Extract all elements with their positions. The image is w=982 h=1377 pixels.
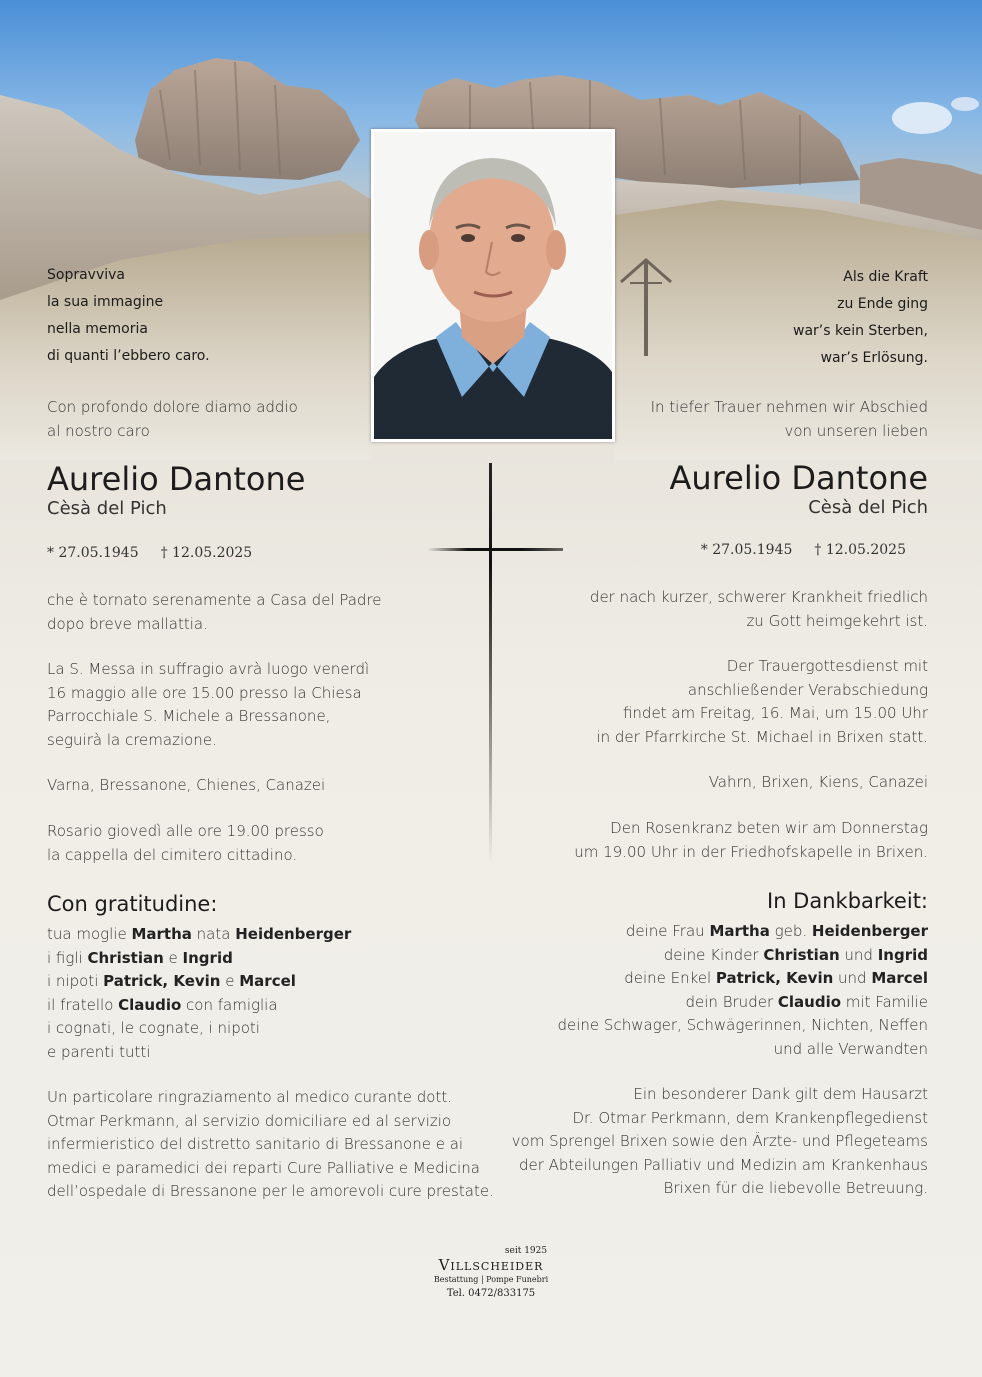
portrait-photo bbox=[374, 132, 612, 439]
family-text: und alle Verwandten bbox=[773, 1039, 928, 1058]
left-column bbox=[47, 262, 210, 370]
left-para1: che è tornato serenamente a Casa del Padre dopo breve mallattia. bbox=[47, 591, 382, 633]
family-name: Ingrid bbox=[877, 945, 928, 964]
right-deceased-name: Aurelio Dantone bbox=[669, 459, 928, 497]
right-para4: Den Rosenkranz beten wir am Donnerstag um 19.00 Uhr in der Friedhofskapelle in Brixen. bbox=[574, 819, 928, 861]
right-death-date: † 12.05.2025 bbox=[814, 542, 906, 558]
family-text: i cognati, le cognate, i nipoti bbox=[47, 1019, 260, 1037]
family-member-line bbox=[558, 1038, 929, 1062]
left-para3: Varna, Bressanone, Chienes, Canazei bbox=[47, 776, 326, 794]
left-deceased-name: Aurelio Dantone bbox=[47, 460, 306, 498]
family-member-line bbox=[558, 991, 929, 1015]
family-text: i nipoti bbox=[47, 972, 104, 990]
left-birth-date: * 27.05.1945 bbox=[47, 545, 139, 561]
family-text: deine Kinder bbox=[663, 945, 764, 964]
family-name: Christian bbox=[763, 945, 840, 964]
family-text: e bbox=[163, 948, 183, 967]
family-member-line bbox=[558, 920, 929, 944]
right-intro: In tiefer Trauer nehmen wir Abschied von unseren lieben bbox=[650, 398, 928, 440]
right-dates bbox=[701, 542, 928, 558]
family-name: Claudio bbox=[118, 995, 182, 1014]
family-member-line bbox=[47, 1041, 351, 1065]
right-thanks-heading: In Dankbarkeit: bbox=[767, 889, 928, 913]
family-text: tua moglie bbox=[47, 925, 132, 943]
family-text: il fratello bbox=[47, 995, 119, 1014]
family-text: deine Frau bbox=[625, 922, 710, 940]
family-member-line bbox=[47, 1017, 351, 1041]
left-name-block bbox=[47, 461, 305, 521]
left-para2: La S. Messa in suffragio avrà luogo venerdì 16 maggio alle ore 15.00 presso la Chiesa Parrocchiale S. Michele a Bressanone, seguirà la cremazione. bbox=[47, 660, 370, 749]
family-text: deine Enkel bbox=[624, 969, 716, 987]
family-text: geb. bbox=[769, 922, 812, 940]
logo-brand: Villscheider bbox=[438, 1256, 544, 1274]
right-para1: der nach kurzer, schwerer Krankheit friedlich zu Gott heimgekehrt ist. bbox=[589, 588, 928, 630]
family-name: Heidenberger bbox=[235, 925, 352, 943]
family-member-line bbox=[558, 1014, 929, 1038]
right-birth-date: * 27.05.1945 bbox=[700, 542, 793, 558]
left-family-list bbox=[47, 923, 351, 1064]
family-name: Patrick, Kevin bbox=[103, 972, 221, 990]
family-text: con famiglia bbox=[181, 995, 278, 1014]
family-name: Claudio bbox=[777, 992, 842, 1011]
family-name: Martha bbox=[709, 922, 770, 940]
family-name: Ingrid bbox=[182, 948, 233, 967]
family-text: e parenti tutti bbox=[47, 1042, 151, 1061]
family-member-line bbox=[47, 994, 351, 1018]
right-nickname: Cèsà del Pich bbox=[808, 497, 928, 518]
family-text: dein Bruder bbox=[685, 992, 778, 1011]
family-text: deine Schwager, Schwägerinnen, Nichten, Neffen bbox=[557, 1016, 928, 1034]
portrait-frame bbox=[371, 129, 615, 442]
left-death-date: † 12.05.2025 bbox=[160, 545, 253, 561]
family-member-line bbox=[47, 923, 351, 947]
family-name: Christian bbox=[87, 948, 164, 967]
family-name: Heidenberger bbox=[811, 922, 928, 940]
family-text: und bbox=[839, 945, 878, 964]
left-para4: Rosario giovedì alle ore 19.00 presso la cappella del cimitero cittadino. bbox=[47, 822, 324, 864]
left-nickname: Cèsà del Pich bbox=[47, 498, 167, 519]
left-thanks-heading: Con gratitudine: bbox=[47, 892, 218, 916]
family-member-line bbox=[47, 970, 351, 994]
left-poem: Sopravviva la sua immagine nella memoria di quanti l’ebbero caro. bbox=[47, 267, 210, 364]
right-para2: Der Trauergottesdienst mit anschließender Verabschiedung findet am Freitag, 16. Mai, um 15.00 Uhr in der Pfarrkirche St. Michael in Brixen statt. bbox=[596, 657, 928, 746]
family-text: e bbox=[220, 972, 240, 990]
portrait-illustration bbox=[374, 132, 612, 439]
family-name: Patrick, Kevin bbox=[715, 969, 834, 987]
right-name-block bbox=[670, 460, 928, 520]
left-intro: Con profondo dolore diamo addio al nostro caro bbox=[47, 398, 298, 440]
left-acknowledgment: Un particolare ringraziamento al medico curante dott. Otmar Perkmann, al servizio domiciliare ed al servizio infermieristico del distretto sanitario di Bressanone e ai medici e paramedici dei reparti Cure Palliative e Medicina dell’ospedale di Bressanone per le amorevoli cure prestate. bbox=[47, 1088, 494, 1200]
right-acknowledgment: Ein besonderer Dank gilt dem Hausarzt Dr. Otmar Perkmann, dem Krankenpflegedienst vom Sprengel Brixen sowie den Ärzte- und Pflegeteams der Abteilungen Palliativ und Medizin am Krankenhaus Brixen für die liebevolle Betreuung. bbox=[511, 1085, 928, 1197]
right-poem: Als die Kraft zu Ende ging war’s kein Sterben, war’s Erlösung. bbox=[793, 269, 928, 366]
family-member-line bbox=[47, 947, 351, 971]
family-name: Martha bbox=[131, 925, 192, 943]
family-text: und bbox=[833, 969, 872, 987]
cross-icon bbox=[427, 463, 563, 863]
right-family-list bbox=[558, 920, 929, 1061]
family-member-line bbox=[558, 967, 929, 991]
family-name: Marcel bbox=[239, 972, 296, 990]
family-name: Marcel bbox=[871, 969, 928, 987]
logo-subtitle: Bestattung | Pompe Funebri bbox=[433, 1275, 549, 1284]
family-text: mit Familie bbox=[841, 992, 928, 1011]
left-dates bbox=[47, 545, 274, 561]
logo-phone: Tel. 0472/833175 bbox=[446, 1288, 536, 1299]
right-para3: Vahrn, Brixen, Kiens, Canazei bbox=[708, 773, 928, 791]
logo-since: seit 1925 bbox=[504, 1246, 548, 1256]
family-member-line bbox=[558, 944, 929, 968]
family-text: nata bbox=[191, 925, 236, 943]
funeral-home-logo bbox=[391, 1246, 591, 1302]
family-text: i figli bbox=[47, 948, 88, 967]
